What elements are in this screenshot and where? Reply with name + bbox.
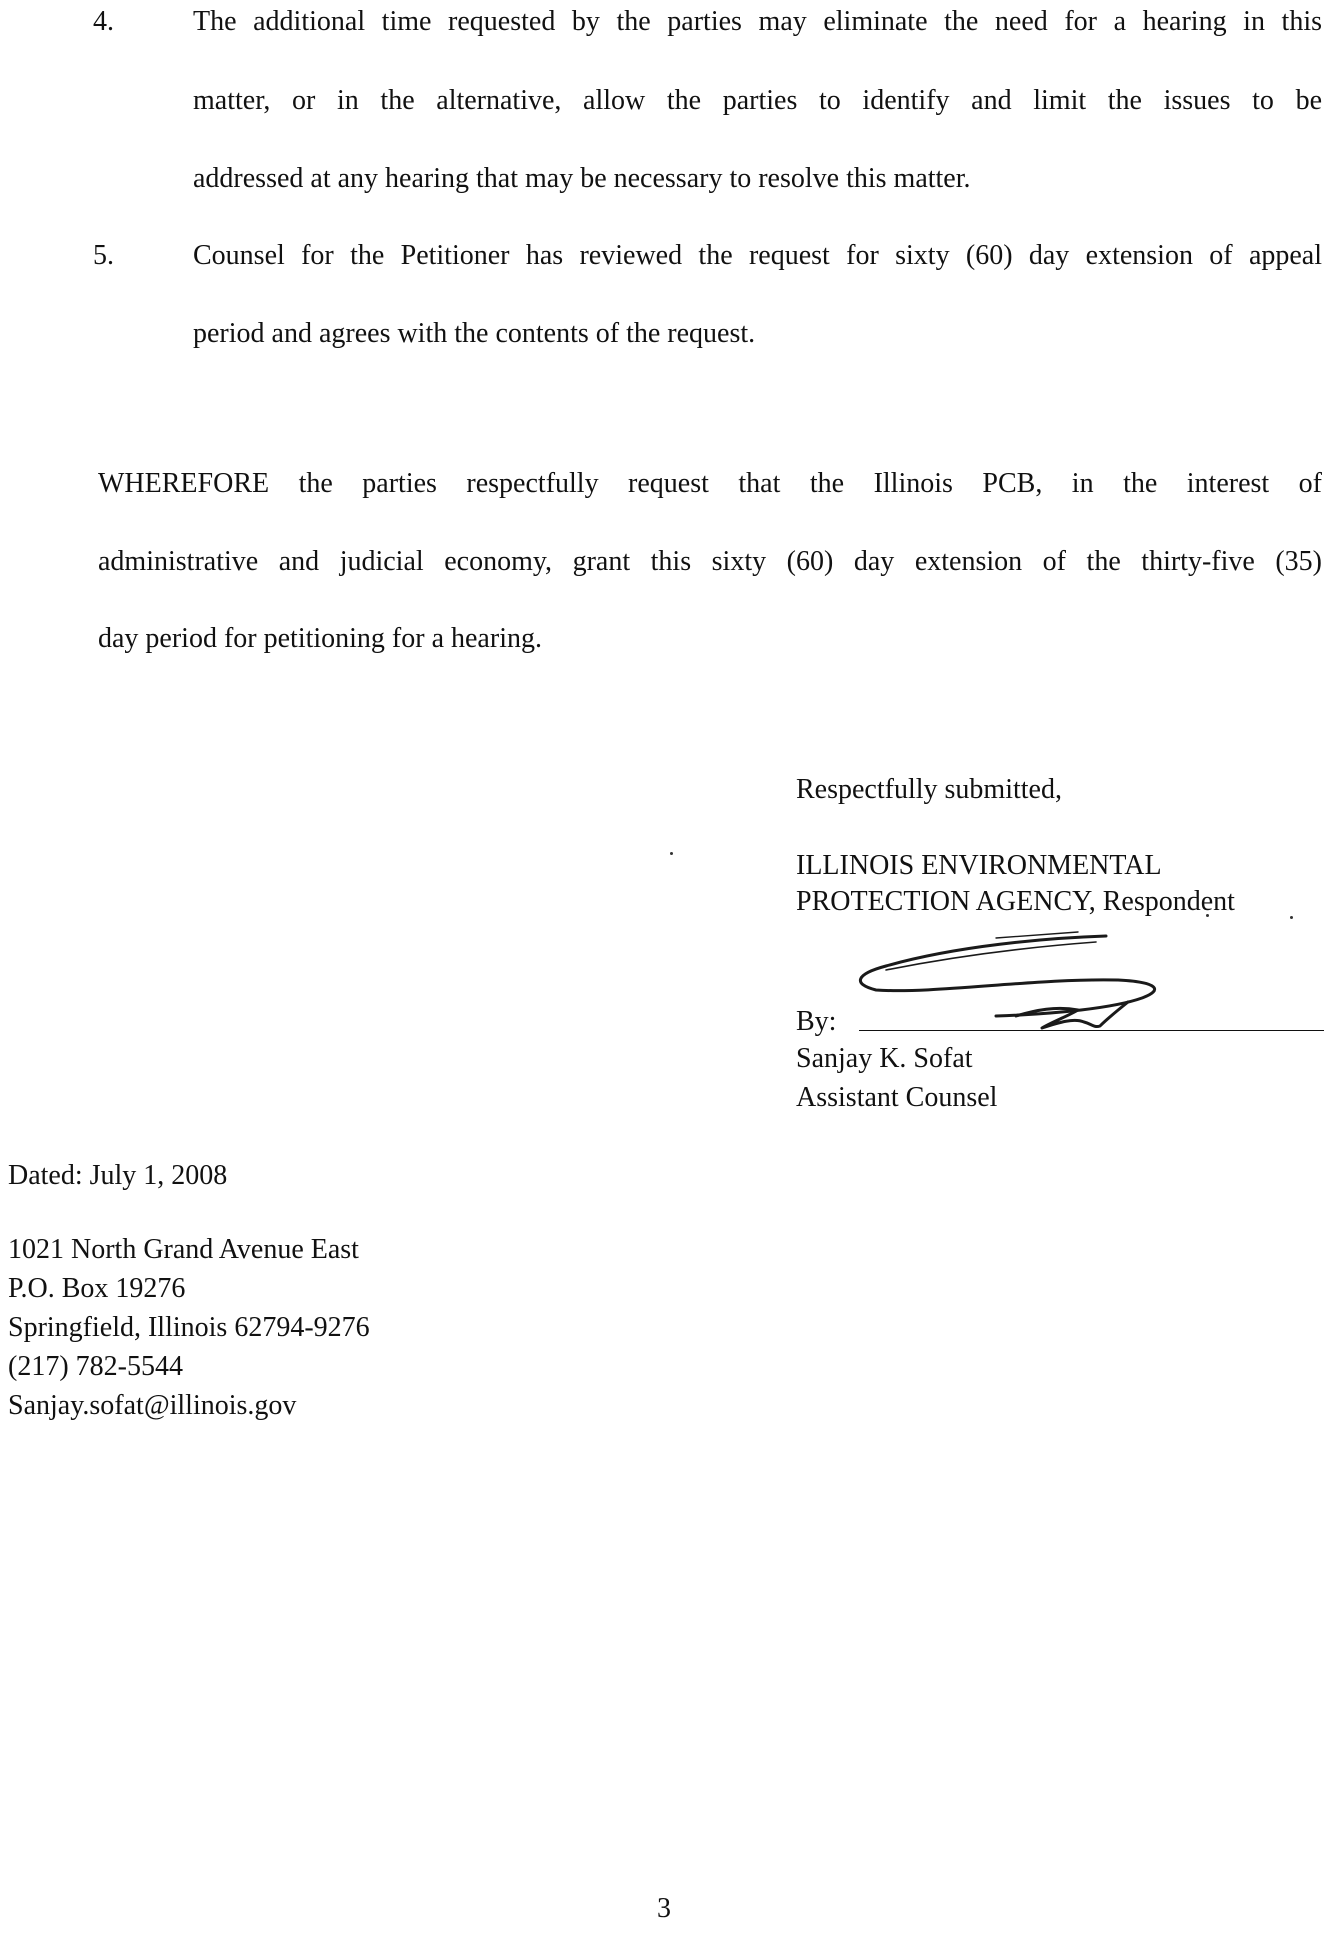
scan-speck — [1290, 916, 1293, 919]
agency-name-line-2: PROTECTION AGENCY, Respondent — [796, 886, 1235, 917]
page-number: 3 — [657, 1893, 671, 1924]
wherefore-line: day period for petitioning for a hearing. — [98, 623, 542, 654]
closing-text: Respectfully submitted, — [796, 774, 1062, 805]
wherefore-line: WHEREFORE the parties respectfully request that the Illinois PCB, in the interest of — [98, 468, 1322, 499]
paragraph-number: 4. — [93, 6, 114, 37]
paragraph-line: Counsel for the Petitioner has reviewed the request for sixty (60) day extension of appeal — [193, 240, 1322, 271]
scan-speck — [670, 852, 673, 855]
agency-name-line-1: ILLINOIS ENVIRONMENTAL — [796, 850, 1162, 881]
date-line: Dated: July 1, 2008 — [8, 1160, 228, 1191]
address-line: 1021 North Grand Avenue East — [8, 1234, 359, 1265]
paragraph-number: 5. — [93, 240, 114, 271]
email-line: Sanjay.sofat@illinois.gov — [8, 1390, 297, 1421]
phone-line: (217) 782-5544 — [8, 1351, 183, 1382]
paragraph-line: addressed at any hearing that may be necessary to resolve this matter. — [193, 163, 971, 194]
by-label: By: — [796, 1006, 837, 1037]
paragraph-line: period and agrees with the contents of the request. — [193, 318, 756, 349]
signature-line — [859, 1030, 1324, 1031]
paragraph-line: matter, or in the alternative, allow the parties to identify and limit the issues to be — [193, 85, 1322, 116]
address-line: Springfield, Illinois 62794-9276 — [8, 1312, 370, 1343]
wherefore-line: administrative and judicial economy, grant this sixty (60) day extension of the thirty-five (35) — [98, 546, 1322, 577]
address-line: P.O. Box 19276 — [8, 1273, 186, 1304]
signer-name: Sanjay K. Sofat — [796, 1043, 973, 1074]
handwritten-signature — [846, 918, 1206, 1038]
paragraph-line: The additional time requested by the parties may eliminate the need for a hearing in this — [193, 6, 1322, 37]
signer-title: Assistant Counsel — [796, 1082, 998, 1113]
